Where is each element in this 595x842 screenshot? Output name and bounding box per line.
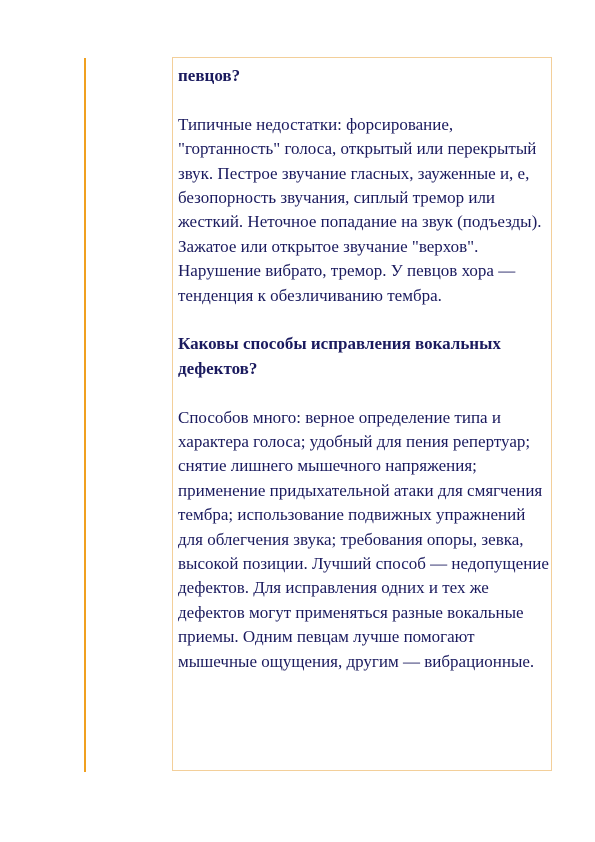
section-heading-correction-methods: Каковы способы исправления вокальных дефектов? [178, 334, 501, 378]
body-paragraph-correction-methods: Способов много: верное определение типа и характера голоса; удобный для пения репертуар; снятие лишнего мышечного напряжения; применение придыхательной атаки для смягчения тембра; использование подвижных упражнений для облегчения звука; требования опоры, зевка, высокой позиции. Лучший способ — недопущение дефектов. Для исправления одних и тех же дефектов могут применяться разные вокальные приемы. Одним певцам лучше помогают мышечные ощущения, другим — вибрационные. [178, 407, 549, 671]
text-frame [172, 57, 552, 771]
left-margin-rule [84, 58, 86, 772]
body-paragraph-typical-defects: Типичные недостатки: форсирование, "гортанность" голоса, открытый или перекрытый звук. Пестрое звучание гласных, зауженные и, е, безопорность звучания, сиплый тремор или жесткий. Неточное попадание на звук (подъезды). Зажатое или открытое звучание "верхов". Нарушение вибрато, тремор. У певцов хора — тенденция к обезличиванию тембра. [178, 114, 542, 305]
section-heading-continued: певцов? [178, 66, 241, 85]
